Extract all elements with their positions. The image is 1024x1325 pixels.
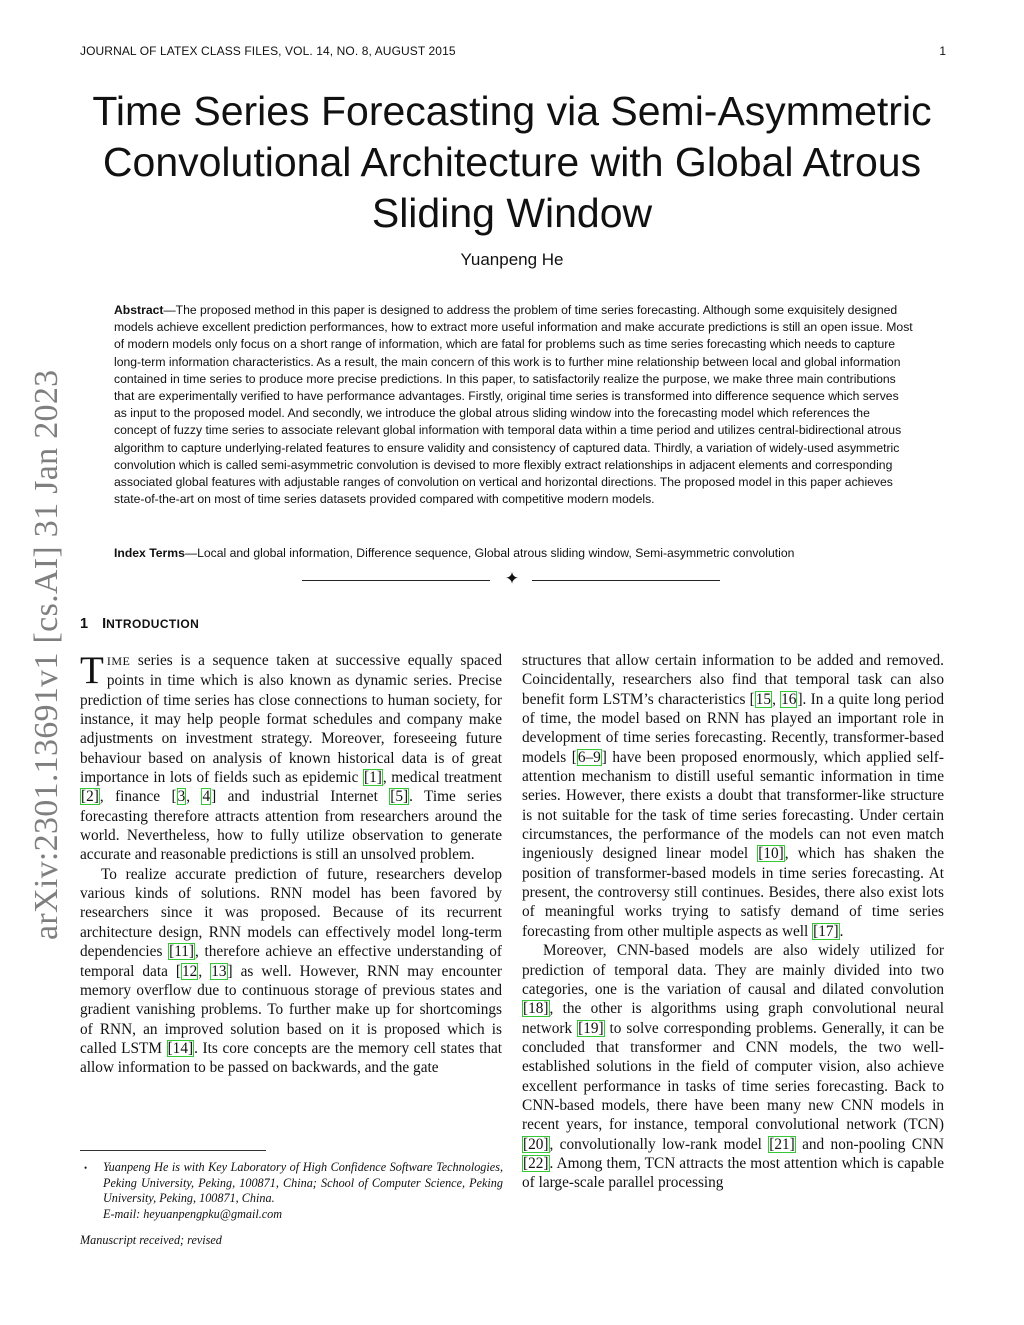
section-title-initial: I — [102, 616, 107, 632]
text-run: and non-pooling CNN — [795, 1135, 945, 1153]
abstract-label: Abstract — [114, 303, 164, 317]
text-run: . Its core concepts are the memory cell states that allow information to be passed on backwards, and the gate — [80, 1039, 503, 1077]
text-run: To realize accurate prediction of future, researchers develop various kinds of solutions. RNN model has been favored by researchers since it was proposed. Because of its recurrent architecture design, RNN models can effectively model long-term dependencies — [80, 865, 502, 961]
separator-star-icon: ✦ — [504, 569, 520, 588]
text-run: , convolutionally low-rank model — [549, 1135, 769, 1153]
paragraph — [80, 651, 502, 865]
separator-line-right — [532, 580, 720, 581]
smallcaps-word: IME — [106, 654, 131, 668]
text-run: , the other is algorithms using graph convolutional neural network — [522, 1000, 944, 1037]
citation-link[interactable]: [17] — [813, 922, 839, 940]
section-heading — [80, 616, 199, 632]
text-run: ] as well. However, RNN may encounter memory overflow due to continuous storage of previous states and gradient vanishing problems. To further make up for shortcomings of RNN, an improved solution based on it is proposed which is called LSTM — [80, 962, 502, 1057]
citation-link[interactable]: [5] — [390, 788, 409, 806]
separator-line-left — [302, 580, 490, 581]
citation-link[interactable]: [22] — [523, 1154, 549, 1172]
text-run: , therefore achieve an effective understanding of temporal data [ — [80, 943, 502, 980]
text-run: , medical treatment — [382, 769, 502, 787]
section-title-rest: NTRODUCTION — [106, 617, 200, 631]
left-column — [80, 651, 502, 1078]
citation-link[interactable]: 15 — [755, 690, 772, 708]
paper-title: Time Series Forecasting via Semi-Asymmetric Convolutional Architecture with Global Atrous Sliding Window — [92, 88, 932, 236]
citation-link[interactable]: [14] — [167, 1039, 194, 1057]
abstract — [114, 302, 914, 508]
citation-link[interactable]: [19] — [578, 1019, 604, 1037]
citation-link[interactable]: 16 — [781, 690, 797, 708]
citation-link[interactable]: [18] — [523, 1000, 549, 1018]
citation-link[interactable]: [11] — [169, 943, 195, 961]
citation-link[interactable]: 13 — [211, 962, 227, 980]
text-run: structures that allow certain information to be added and removed. Coincidentally, researchers also find that temporal task can also benefit form LSTM’s characteristics [ — [522, 652, 944, 708]
text-run: series is a sequence taken at successive equally spaced points in time which is also known as dynamic series. Precise prediction of time series has close connections to human society, for instance, it may help people format schedules and company make adjustments on investment strategy. Moreover, foreseeing future behaviour based on analysis of known historical data is of great importance in lots of fields such as epidemic — [80, 652, 502, 787]
manuscript-note: Manuscript received; revised — [80, 1233, 222, 1247]
text-run: ] have been proposed enormously, which applied self-attention mechanism to distill useful semantic information in time series. However, there exists a doubt that transformer-like structure is not suitable for the task of time series forecasting. Under certain circumstances, the performance of the models can not even match ingeniously designed linear model — [522, 748, 944, 863]
text-run: . — [839, 922, 844, 940]
footnote-affiliation: Yuanpeng He is with Key Laboratory of High Confidence Software Technologies, Peking University, Peking, 100871, China; School of Computer Science, Peking University, Peking, 100871, China. — [103, 1160, 503, 1205]
index-terms-label: Index Terms — [114, 546, 185, 560]
author-footnote — [103, 1160, 503, 1222]
citation-link[interactable]: [21] — [769, 1135, 795, 1153]
citation-link[interactable]: [10] — [758, 845, 784, 863]
citation-link[interactable]: 6–9 — [577, 748, 601, 766]
index-terms-text: —Local and global information, Difference sequence, Global atrous sliding window, Semi-asymmetric convolution — [184, 546, 795, 560]
paragraph — [522, 941, 944, 1192]
citation-link[interactable]: [20] — [523, 1135, 549, 1153]
text-run: ]. In a quite long period of time, the model based on RNN has played an important role in development of time series forecasting. Recently, transformer-based models [ — [522, 690, 945, 766]
text-run: . Time series forecasting therefore attracts attention from researchers around the world. Nevertheless, how to fully utilize observation to generate accurate and reasonable predictions is still an unsolved problem. — [80, 788, 503, 864]
citation-link[interactable]: 12 — [182, 962, 198, 980]
citation-link[interactable]: 4 — [202, 788, 211, 806]
running-head: JOURNAL OF LATEX CLASS FILES, VOL. 14, NO. 8, AUGUST 2015 — [80, 44, 456, 58]
text-run: , which has shaken the position of transformer-based models in time series forecasting. At present, the controversy still continues. Besides, there also exist lots of meaningful works trying to satisfy demand of time series forecasting from other multiple aspects as well — [522, 845, 944, 940]
arxiv-identifier-stamp: arXiv:2301.13691v1 [cs.AI] 31 Jan 2023 — [28, 369, 65, 940]
paragraph — [522, 651, 944, 941]
footnote-bullet-icon: • — [84, 1163, 88, 1173]
citation-link[interactable]: 3 — [177, 788, 186, 806]
text-run: to solve corresponding problems. Generally, it can be concluded that transformer and CNN models, the two well-established solutions in the field of computer vision, also achieve excellent performance in tasks of time series forecasting. Back to CNN-based models, there have been many new CNN models in recent years, for instance, temporal convolutional network (TCN) — [522, 1019, 944, 1134]
text-run: Moreover, CNN-based models are also widely utilized for prediction of temporal data. They are mainly divided into two categories, one is the variation of causal and dilated convolution — [522, 942, 944, 998]
page-number: 1 — [939, 44, 946, 58]
text-run: , — [198, 962, 211, 980]
author-name: Yuanpeng He — [460, 250, 564, 269]
text-run: , — [186, 788, 202, 806]
text-run: , — [772, 690, 781, 708]
citation-link[interactable]: [2] — [81, 788, 99, 806]
section-number: 1 — [80, 616, 89, 632]
abstract-text: —The proposed method in this paper is designed to address the problem of time series forecasting. Although some exquisitely designed models achieve excellent prediction performances, how to extract more useful information and make accurate predictions is still an open issue. Most of modern models only focus on a short range of information, which are fatal for problems such as time series forecasting which needs to capture long-term information characteristics. As a result, the main concern of this work is to further mine relationship between local and global information contained in time series to produce more precise predictions. In this paper, to satisfactorily realize the purpose, we make three main contributions that are experimentally verified to have performance advantages. Firstly, original time series is transformed into difference sequence which serves as input to the proposed model. And secondly, we introduce the global atrous sliding window into the forecasting model which references the concept of fuzzy time series to associate relevant global information with temporal data within a time period and utilizes central-bidirectional atrous algorithm to capture underlying-related features to ensure validity and consistency of captured data. Thirdly, a variation of widely-used asymmetric convolution which is called semi-asymmetric convolution is devised to more flexibly extract relationships in adjacent elements and corresponding associated global features with adjustable ranges of convolution on vertical and horizontal directions. The proposed model in this paper achieves state-of-the-art on most of time series datasets provided compared with competitive modern models. — [114, 303, 913, 507]
footnote-email: E-mail: heyuanpengpku@gmail.com — [103, 1206, 283, 1221]
text-run: . Among them, TCN attracts the most attention which is capable of large-scale parallel processing — [522, 1154, 944, 1192]
text-run: ] and industrial Internet — [211, 788, 390, 806]
dropcap: T — [80, 649, 104, 692]
footnote-rule — [80, 1150, 266, 1151]
right-column — [522, 651, 944, 1193]
citation-link[interactable]: [1] — [364, 769, 382, 787]
text-run: , finance [ — [99, 788, 177, 806]
index-terms — [114, 545, 914, 562]
paragraph — [80, 865, 502, 1078]
